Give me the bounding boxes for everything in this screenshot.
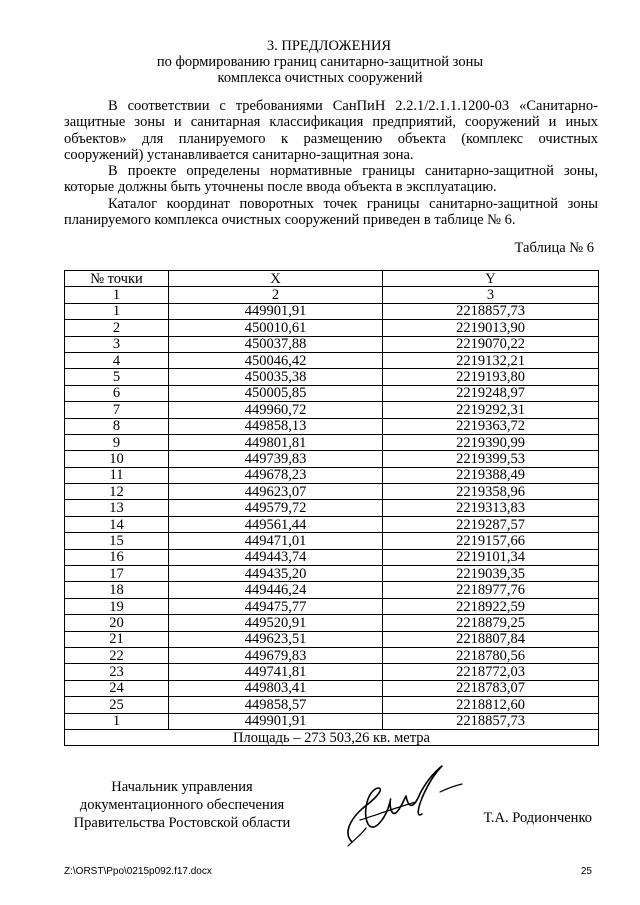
- y-coordinate-cell: 2219070,22: [383, 336, 599, 352]
- file-path: Z:\ORST\Ppo\0215p092.f17.docx: [64, 866, 212, 877]
- point-number-cell: 7: [65, 402, 169, 418]
- table-row: [65, 647, 599, 663]
- signatory-name: Т.А. Родионченко: [483, 810, 592, 826]
- table-row: [65, 566, 599, 582]
- y-coordinate-cell: 2219388,49: [383, 467, 599, 483]
- column-header-x: X: [169, 271, 383, 287]
- y-coordinate-cell: 2219039,35: [383, 566, 599, 582]
- point-number-cell: 13: [65, 500, 169, 516]
- y-coordinate-cell: 2219157,66: [383, 533, 599, 549]
- y-coordinate-cell: 2218857,73: [383, 303, 599, 319]
- y-coordinate-cell: 2219132,21: [383, 352, 599, 368]
- x-coordinate-cell: 449858,13: [169, 418, 383, 434]
- y-coordinate-cell: 2218922,59: [383, 598, 599, 614]
- y-coordinate-cell: 2218977,76: [383, 582, 599, 598]
- section-heading: [0, 38, 640, 86]
- x-coordinate-cell: 449801,81: [169, 434, 383, 450]
- y-coordinate-cell: 2219313,83: [383, 500, 599, 516]
- x-coordinate-cell: 449623,07: [169, 484, 383, 500]
- y-coordinate-cell: 2219101,34: [383, 549, 599, 565]
- y-coordinate-cell: 2219013,90: [383, 320, 599, 336]
- table-row: [65, 598, 599, 614]
- table-row: [65, 500, 599, 516]
- point-number-cell: 1: [65, 713, 169, 729]
- point-number-cell: 19: [65, 598, 169, 614]
- x-coordinate-cell: 449471,01: [169, 533, 383, 549]
- x-coordinate-cell: 449901,91: [169, 303, 383, 319]
- table-row: [65, 352, 599, 368]
- area-row: [65, 729, 599, 745]
- x-coordinate-cell: 450010,61: [169, 320, 383, 336]
- y-coordinate-cell: 2219363,72: [383, 418, 599, 434]
- table-row: [65, 402, 599, 418]
- position-line: Правительства Ростовской области: [73, 815, 291, 831]
- table-row: [65, 615, 599, 631]
- point-number-cell: 6: [65, 385, 169, 401]
- paragraph: Каталог координат поворотных точек границы санитарно-защитной зоны планируемого комплекса очистных сооружений приведен в таблице № 6.: [64, 195, 598, 229]
- x-coordinate-cell: 449475,77: [169, 598, 383, 614]
- x-coordinate-cell: 450035,38: [169, 369, 383, 385]
- table-row: [65, 385, 599, 401]
- table-body: [65, 303, 599, 729]
- table-caption: Таблица № 6: [514, 240, 594, 256]
- y-coordinate-cell: 2218857,73: [383, 713, 599, 729]
- area-cell: Площадь – 273 503,26 кв. метра: [65, 729, 599, 745]
- table-row: [65, 680, 599, 696]
- x-coordinate-cell: 449858,57: [169, 697, 383, 713]
- table-row: [65, 549, 599, 565]
- x-coordinate-cell: 449443,74: [169, 549, 383, 565]
- x-coordinate-cell: 449741,81: [169, 664, 383, 680]
- table-row: [65, 697, 599, 713]
- point-number-cell: 22: [65, 647, 169, 663]
- heading-title: 3. ПРЕДЛОЖЕНИЯ: [266, 38, 392, 54]
- table-row: [65, 631, 599, 647]
- paragraph: В проекте определены нормативные границы санитарно-защитной зоны, которые должны быть уточнены после ввода объекта в эксплуатацию.: [64, 163, 598, 196]
- x-coordinate-cell: 449623,51: [169, 631, 383, 647]
- point-number-cell: 9: [65, 434, 169, 450]
- column-header-y: Y: [383, 271, 599, 287]
- point-number-cell: 11: [65, 467, 169, 483]
- point-number-cell: 20: [65, 615, 169, 631]
- numbering-cell: 3: [383, 287, 599, 303]
- table-row: [65, 484, 599, 500]
- table-row: [65, 451, 599, 467]
- y-coordinate-cell: 2219287,57: [383, 516, 599, 532]
- table-row: [65, 664, 599, 680]
- y-coordinate-cell: 2218812,60: [383, 697, 599, 713]
- point-number-cell: 5: [65, 369, 169, 385]
- y-coordinate-cell: 2218772,03: [383, 664, 599, 680]
- signatory-position: [62, 778, 302, 832]
- table-numbering-row: [65, 287, 599, 303]
- point-number-cell: 23: [65, 664, 169, 680]
- y-coordinate-cell: 2218780,56: [383, 647, 599, 663]
- point-number-cell: 1: [65, 303, 169, 319]
- handwritten-signature: [338, 758, 468, 854]
- table-row: [65, 303, 599, 319]
- table-row: [65, 320, 599, 336]
- body-text: [64, 98, 598, 228]
- point-number-cell: 24: [65, 680, 169, 696]
- point-number-cell: 3: [65, 336, 169, 352]
- table-row: [65, 582, 599, 598]
- table-row: [65, 418, 599, 434]
- x-coordinate-cell: 449679,83: [169, 647, 383, 663]
- table-row: [65, 369, 599, 385]
- y-coordinate-cell: 2219193,80: [383, 369, 599, 385]
- y-coordinate-cell: 2218879,25: [383, 615, 599, 631]
- numbering-cell: 1: [65, 287, 169, 303]
- y-coordinate-cell: 2218783,07: [383, 680, 599, 696]
- point-number-cell: 21: [65, 631, 169, 647]
- table-header-row: [65, 271, 599, 287]
- x-coordinate-cell: 449561,44: [169, 516, 383, 532]
- x-coordinate-cell: 449960,72: [169, 402, 383, 418]
- point-number-cell: 17: [65, 566, 169, 582]
- x-coordinate-cell: 449435,20: [169, 566, 383, 582]
- y-coordinate-cell: 2219358,96: [383, 484, 599, 500]
- x-coordinate-cell: 450005,85: [169, 385, 383, 401]
- heading-subtitle-line1: по формированию границ санитарно-защитной зоны: [156, 54, 484, 70]
- x-coordinate-cell: 450037,88: [169, 336, 383, 352]
- table-row: [65, 713, 599, 729]
- page-number: 25: [580, 866, 592, 877]
- x-coordinate-cell: 449520,91: [169, 615, 383, 631]
- table-row: [65, 516, 599, 532]
- paragraph: В соответствии с требованиями СанПиН 2.2.1/2.1.1.1200-03 «Санитарно-защитные зоны и санитарная классификация предприятий, сооружений и иных объектов» для планируемого к размещению объекта (комплекс очистных сооружений) устанавливается санитарно-защитная зона.: [64, 98, 598, 163]
- point-number-cell: 2: [65, 320, 169, 336]
- point-number-cell: 8: [65, 418, 169, 434]
- table-row: [65, 533, 599, 549]
- point-number-cell: 15: [65, 533, 169, 549]
- x-coordinate-cell: 449739,83: [169, 451, 383, 467]
- x-coordinate-cell: 449901,91: [169, 713, 383, 729]
- table-row: [65, 434, 599, 450]
- point-number-cell: 25: [65, 697, 169, 713]
- x-coordinate-cell: 449678,23: [169, 467, 383, 483]
- y-coordinate-cell: 2219248,97: [383, 385, 599, 401]
- x-coordinate-cell: 449579,72: [169, 500, 383, 516]
- table-row: [65, 467, 599, 483]
- point-number-cell: 10: [65, 451, 169, 467]
- table-row: [65, 336, 599, 352]
- y-coordinate-cell: 2218807,84: [383, 631, 599, 647]
- heading-subtitle-line2: комплекса очистных сооружений: [217, 70, 423, 86]
- y-coordinate-cell: 2219292,31: [383, 402, 599, 418]
- position-line: Начальник управления: [111, 779, 253, 795]
- y-coordinate-cell: 2219390,99: [383, 434, 599, 450]
- x-coordinate-cell: 449446,24: [169, 582, 383, 598]
- position-line: документационного обеспечения: [79, 797, 285, 813]
- x-coordinate-cell: 449803,41: [169, 680, 383, 696]
- y-coordinate-cell: 2219399,53: [383, 451, 599, 467]
- point-number-cell: 14: [65, 516, 169, 532]
- point-number-cell: 12: [65, 484, 169, 500]
- point-number-cell: 16: [65, 549, 169, 565]
- point-number-cell: 18: [65, 582, 169, 598]
- x-coordinate-cell: 450046,42: [169, 352, 383, 368]
- numbering-cell: 2: [169, 287, 383, 303]
- coordinates-table: [64, 270, 599, 746]
- column-header-point: № точки: [65, 271, 169, 287]
- point-number-cell: 4: [65, 352, 169, 368]
